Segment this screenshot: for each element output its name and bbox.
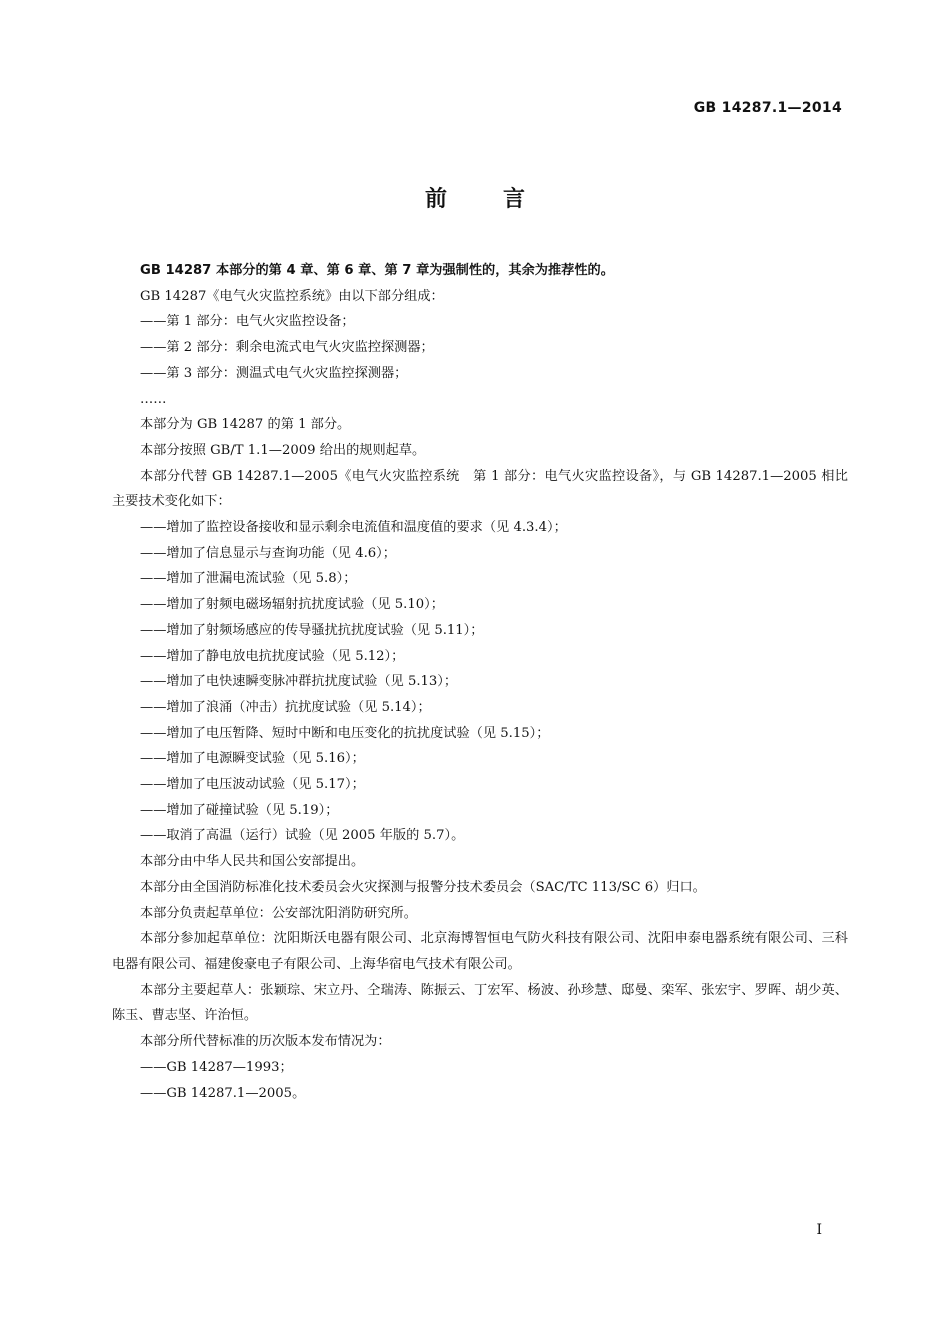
list-item: ——增加了静电放电抗扰度试验（见 5.12）； [140,648,405,664]
title-char-1: 前 [424,187,447,212]
paragraph: 本部分负责起草单位：公安部沈阳消防研究所。 [140,905,417,921]
paragraph: GB 14287《电气火灾监控系统》由以下部分组成： [140,288,444,304]
list-item: ——GB 14287.1—2005。 [140,1085,306,1101]
standard-code: GB 14287.1—2014 [693,100,842,116]
foreword-body [112,258,848,1106]
paragraph: 本部分主要起草人：张颖琮、宋立丹、仝瑞涛、陈振云、丁宏军、杨波、孙珍慧、邸曼、栾军、张宏宇、罗晖、胡少英、陈玉、曹志坚、许治恒。 [112,982,848,1024]
list-item: ——增加了电快速瞬变脉冲群抗扰度试验（见 5.13）； [140,674,458,690]
title-char-2: 言 [503,187,526,212]
paragraph: 本部分所代替标准的历次版本发布情况为： [140,1034,391,1050]
paragraph: 本部分由中华人民共和国公安部提出。 [140,854,365,870]
list-item: ——增加了电源瞬变试验（见 5.16）； [140,751,365,767]
page-number: I [816,1222,822,1238]
page-title [0,182,950,213]
list-item: ——增加了监控设备接收和显示剩余电流值和温度值的要求（见 4.3.4）； [140,520,567,536]
list-item: ——增加了泄漏电流试验（见 5.8）； [140,571,357,587]
list-item: ——增加了浪涌（冲击）抗扰度试验（见 5.14）； [140,699,431,715]
paragraph: 本部分代替 GB 14287.1—2005《电气火灾监控系统 第 1 部分：电气火灾监控设备》，与 GB 14287.1—2005 相比主要技术变化如下： [112,468,848,510]
list-item: ——增加了射频电磁场辐射抗扰度试验（见 5.10）； [140,597,444,613]
list-item: ——取消了高温（运行）试验（见 2005 年版的 5.7）。 [140,828,465,844]
list-item: ——增加了电压暂降、短时中断和电压变化的抗扰度试验（见 5.15）； [140,725,550,741]
list-item: ——增加了电压波动试验（见 5.17）； [140,777,365,793]
list-item: ——GB 14287—1993； [140,1059,293,1075]
paragraph: 本部分由全国消防标准化技术委员会火灾探测与报警分技术委员会（SAC/TC 113/SC 6）归口。 [140,879,706,895]
list-item: ——第 1 部分：电气火灾监控设备； [140,314,355,330]
paragraph: GB 14287 本部分的第 4 章、第 6 章、第 7 章为强制性的，其余为推荐性的。 [140,263,614,278]
paragraph: 本部分为 GB 14287 的第 1 部分。 [140,417,351,433]
list-item: ——增加了射频场感应的传导骚扰抗扰度试验（见 5.11）； [140,622,484,638]
paragraph: 本部分按照 GB/T 1.1—2009 给出的规则起草。 [140,442,426,458]
ellipsis: …… [140,391,167,407]
list-item: ——增加了信息显示与查询功能（见 4.6）； [140,545,396,561]
list-item: ——增加了碰撞试验（见 5.19）； [140,802,339,818]
paragraph: 本部分参加起草单位：沈阳斯沃电器有限公司、北京海博智恒电气防火科技有限公司、沈阳申泰电器系统有限公司、三科电器有限公司、福建俊豪电子有限公司、上海华宿电气技术有限公司。 [112,931,848,972]
list-item: ——第 3 部分：测温式电气火灾监控探测器； [140,365,408,381]
list-item: ——第 2 部分：剩余电流式电气火灾监控探测器； [140,340,434,356]
